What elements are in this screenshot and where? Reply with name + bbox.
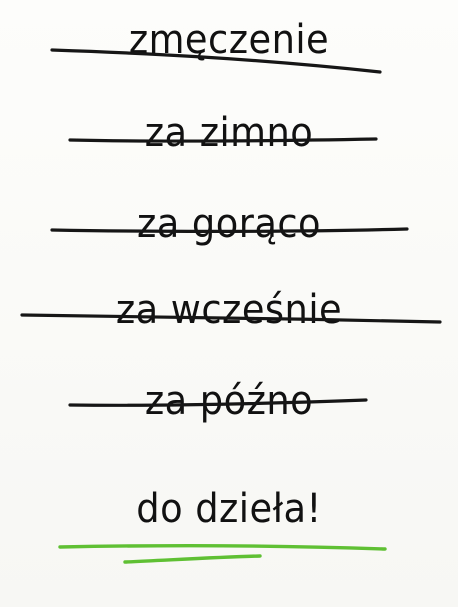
green-underline-top [60,546,385,549]
line-do-dziela: do dzieła! [136,486,322,532]
green-underline-bottom [125,556,260,562]
line-za-goraco: za gorąco [136,201,321,247]
line-za-wczesnie: za wcześnie [115,287,343,333]
line-zmeczenie: zmęczenie [128,17,330,63]
line-za-zimno: za zimno [144,110,314,156]
line-za-pozno: za późno [144,378,314,424]
